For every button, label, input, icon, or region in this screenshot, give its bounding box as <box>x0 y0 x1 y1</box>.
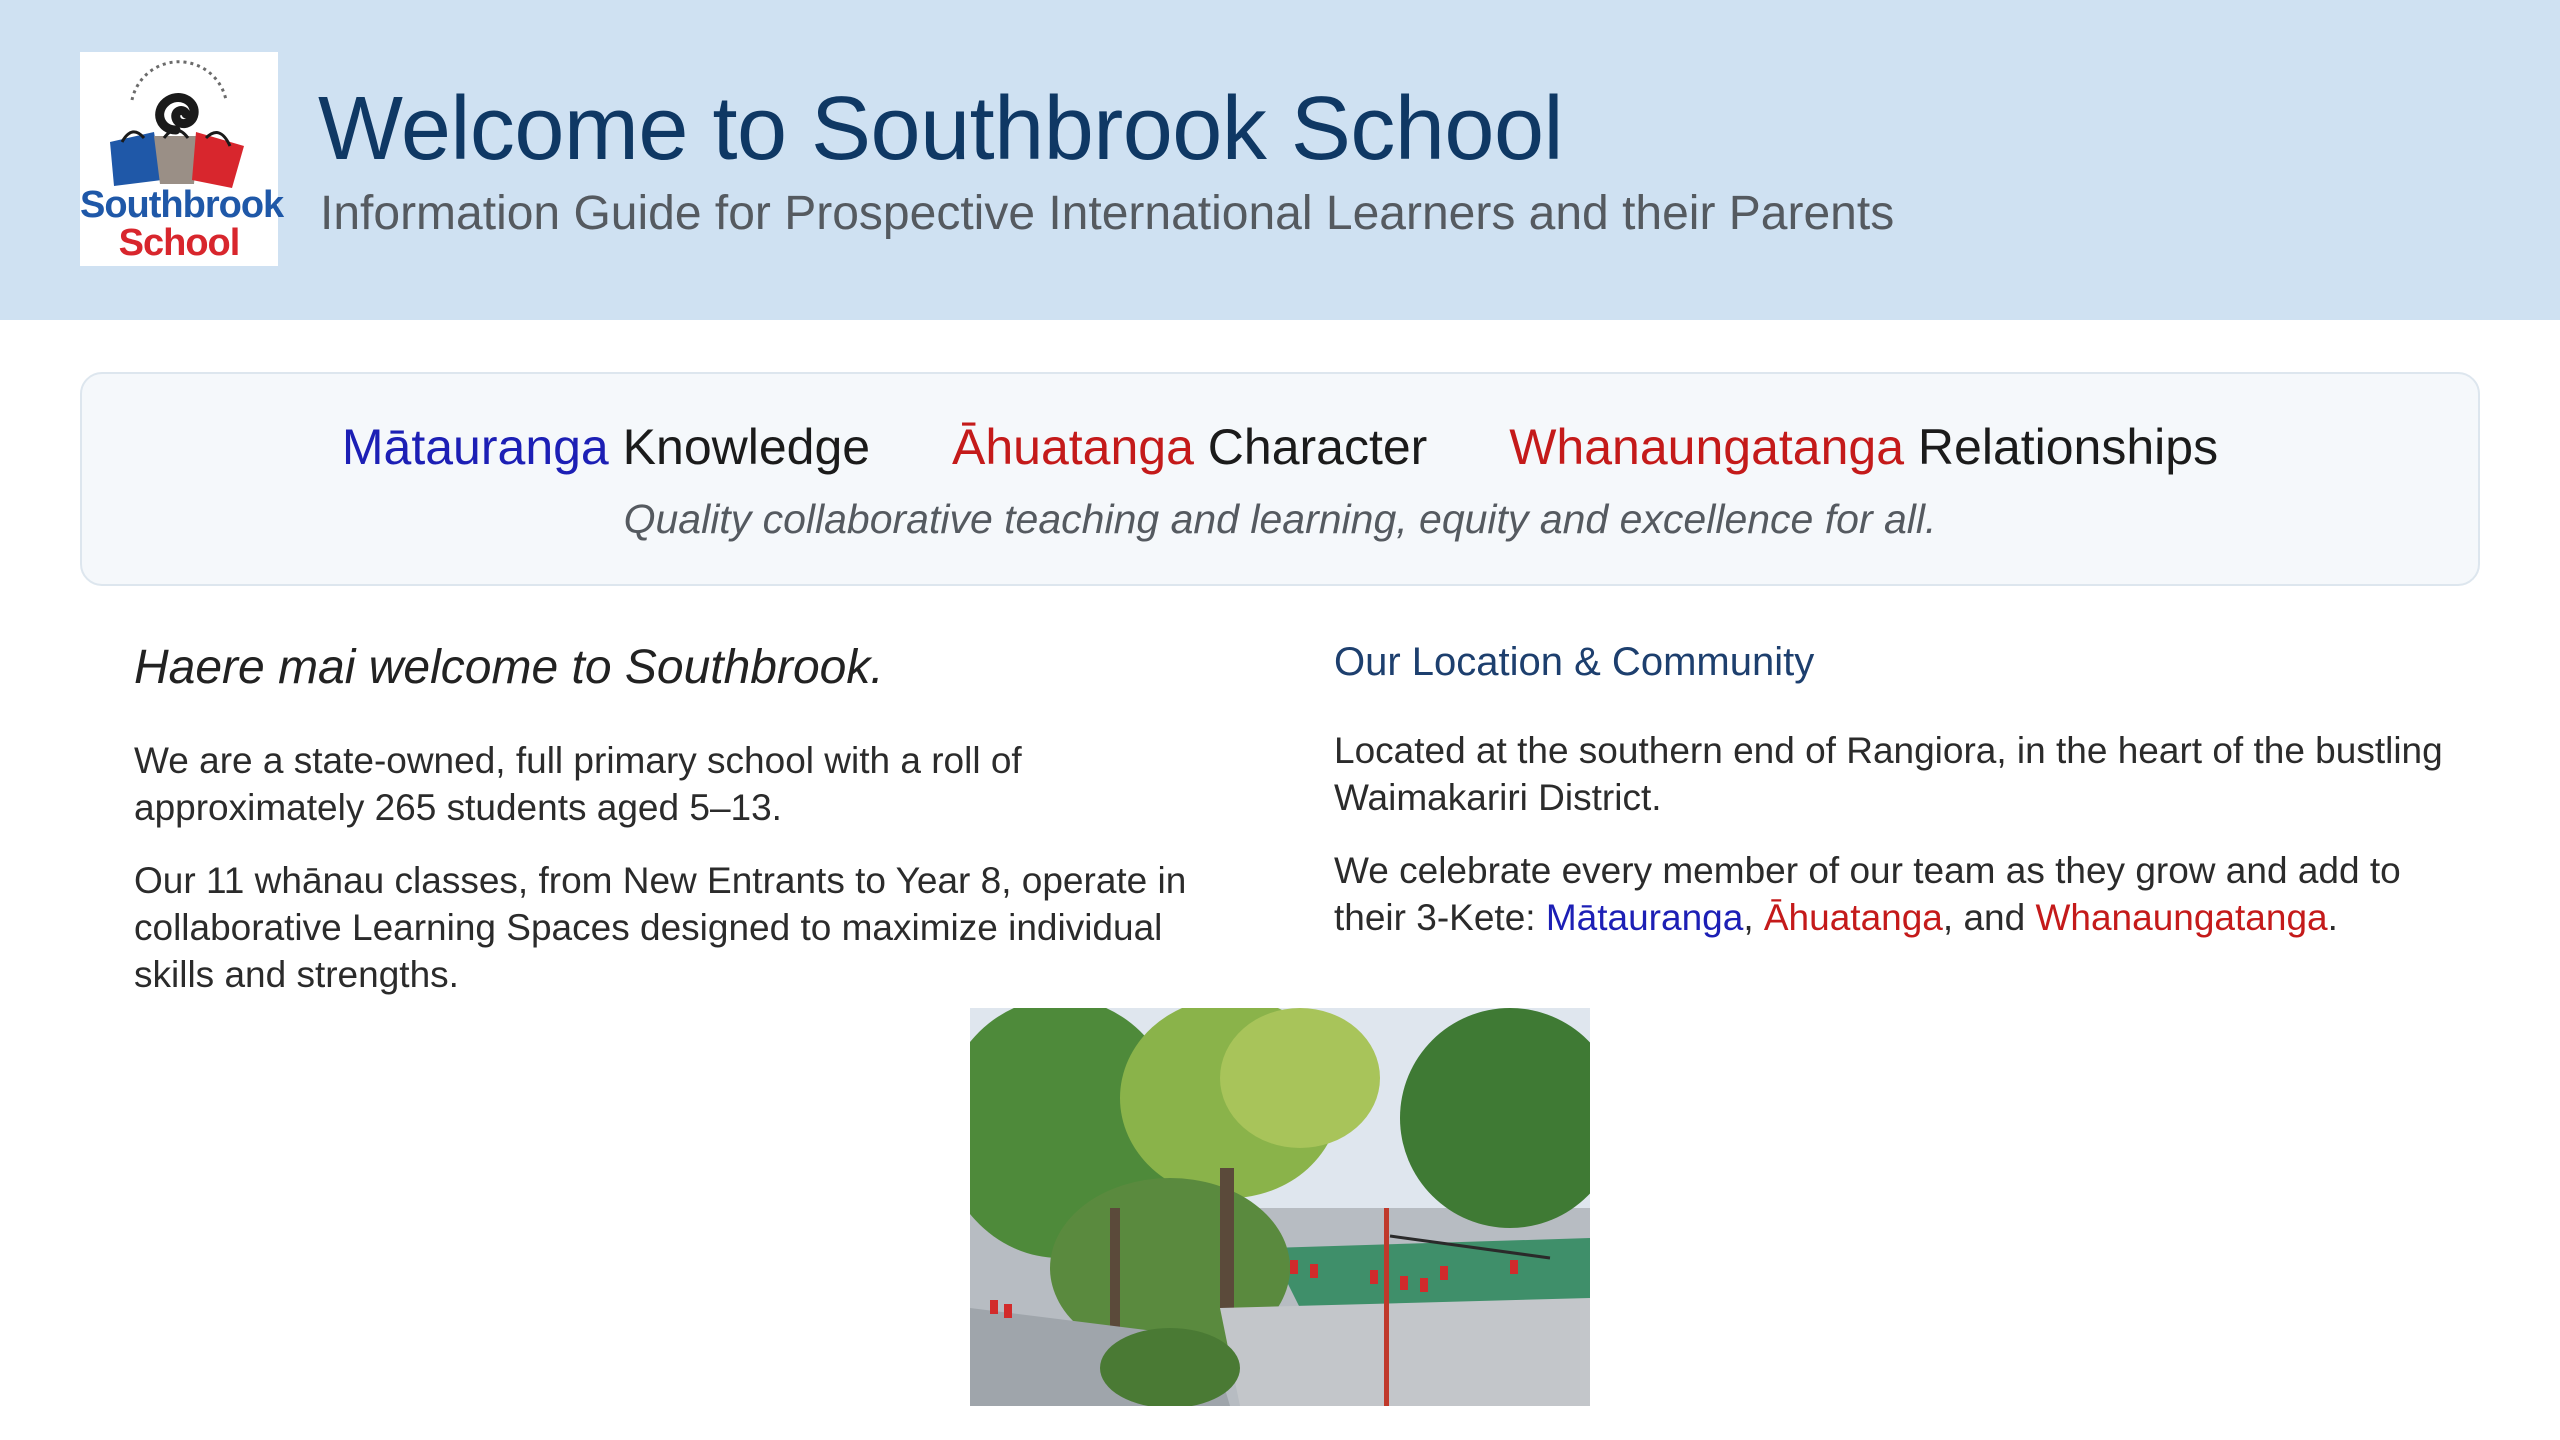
school-logo <box>80 52 284 266</box>
welcome-paragraph-classes: Our 11 whānau classes, from New Entrants to Year 8, operate in collaborative Learning Spaces designed to maximize individual skills and strengths. <box>134 860 1187 995</box>
kete-ahuatanga: Āhuatanga <box>1763 897 1943 938</box>
location-paragraph: Located at the southern end of Rangiora, in the heart of the bustling Waimakariri District. <box>1334 730 2443 818</box>
kete-separator-2: , and <box>1942 897 2036 938</box>
welcome-heading: Haere mai welcome to Southbrook. <box>134 641 884 694</box>
location-heading: Our Location & Community <box>1334 640 1815 684</box>
welcome-section <box>134 640 1234 998</box>
value-knowledge <box>342 419 870 475</box>
school-values-banner <box>80 372 2480 586</box>
kete-end: . <box>2327 897 2338 938</box>
values-line <box>82 418 2478 476</box>
value-english-knowledge: Knowledge <box>622 419 871 475</box>
value-relationships <box>1509 419 2218 475</box>
welcome-paragraph-roll: We are a state-owned, full primary school with a roll of approximately 265 students aged 5–13. <box>134 740 1022 828</box>
page-header <box>0 0 2560 320</box>
kete-separator-1: , <box>1743 897 1764 938</box>
value-english-character: Character <box>1207 419 1428 475</box>
school-grounds-photo <box>970 1008 1590 1406</box>
logo-text-southbrook: Southbrook <box>80 184 284 226</box>
kete-paragraph-text: We celebrate every member of our team as they grow and add to their 3-Kete: <box>1334 850 2401 938</box>
value-maori-matauranga: Mātauranga <box>341 419 609 475</box>
value-character <box>952 419 1427 475</box>
kete-matauranga: Mātauranga <box>1545 897 1744 938</box>
kete-whanaungatanga: Whanaungatanga <box>2035 897 2328 938</box>
school-motto: Quality collaborative teaching and learning, equity and excellence for all. <box>623 496 1937 542</box>
kete-paragraph <box>1334 847 2454 941</box>
value-maori-whanaungatanga: Whanaungatanga <box>1509 419 1905 475</box>
logo-text-school: School <box>118 222 240 264</box>
page-title: Welcome to Southbrook School <box>318 79 1564 179</box>
value-english-relationships: Relationships <box>1917 419 2219 475</box>
value-maori-ahuatanga: Āhuatanga <box>951 419 1194 475</box>
page-subtitle: Information Guide for Prospective International Learners and their Parents <box>320 187 1895 240</box>
location-section <box>1334 640 2454 941</box>
